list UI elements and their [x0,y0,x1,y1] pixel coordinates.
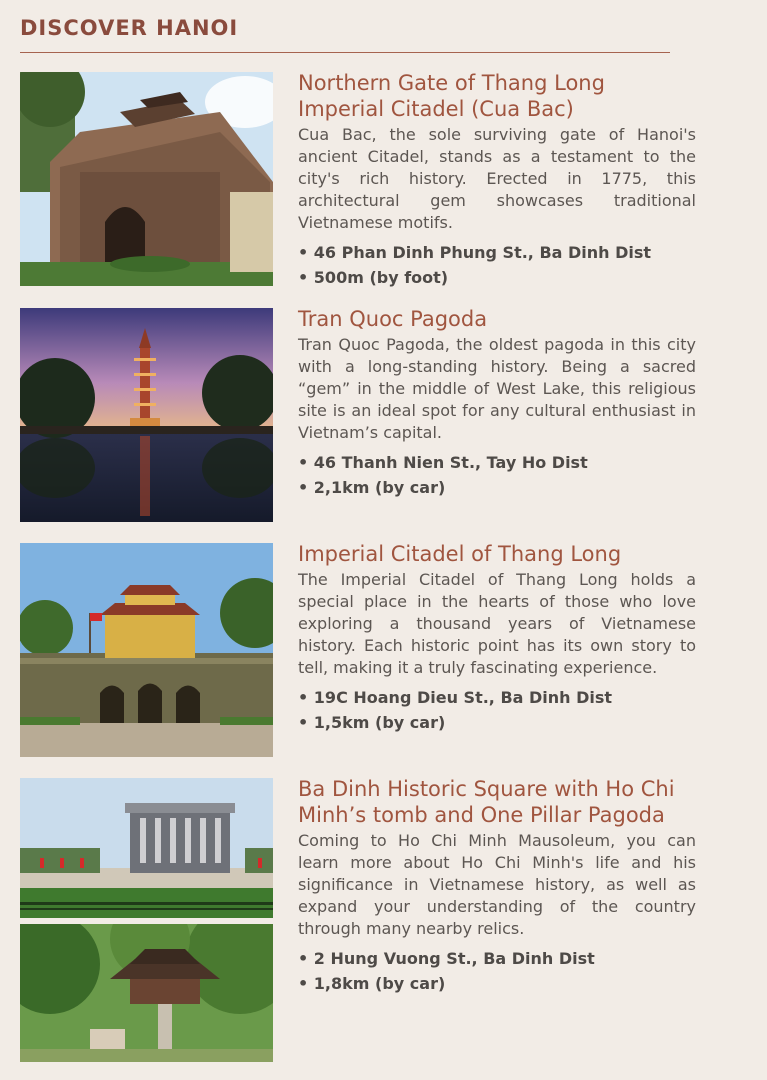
attraction-facts [298,946,696,996]
page-header [0,0,767,56]
one-pillar-pagoda-photo [20,924,273,1062]
attraction-distance: • 1,8km (by car) [298,974,446,993]
attraction-text [298,306,696,500]
attraction-facts [298,450,696,500]
cua-bac-gate-photo [20,72,273,286]
attraction-description: Cua Bac, the sole surviving gate of Hanoi's ancient Citadel, stands as a testament to the city's rich history. Erected in 1775, this architectural gem showcases traditional Vietnamese motifs. [298,125,696,232]
attraction-address: • 2 Hung Vuong St., Ba Dinh Dist [298,949,595,968]
attraction-title: Northern Gate of Thang Long Imperial Citadel (Cua Bac) [298,71,605,121]
header-divider [20,52,670,53]
attraction-description: Tran Quoc Pagoda, the oldest pagoda in this city with a long-standing history. Being a sacred “gem” in the middle of West Lake, this religious site is an ideal spot for any cultural enthusiast in Vietnam’s capital. [298,335,696,442]
attraction-text [298,70,696,290]
attraction-title: Imperial Citadel of Thang Long [298,542,622,566]
attraction-address: • 19C Hoang Dieu St., Ba Dinh Dist [298,688,613,707]
attraction-description: Coming to Ho Chi Minh Mausoleum, you can learn more about Ho Chi Minh's life and his significance in Vietnamese history, as well as expand your understanding of the country through many nearby relics. [298,831,696,938]
attraction-distance: • 2,1km (by car) [298,478,446,497]
page-title: DISCOVER HANOI [20,16,239,40]
attraction-distance: • 1,5km (by car) [298,713,446,732]
attraction-text [298,541,696,735]
ho-chi-minh-mausoleum-photo [20,778,273,918]
imperial-citadel-photo [20,543,273,757]
attraction-title: Ba Dinh Historic Square with Ho Chi Minh’s tomb and One Pillar Pagoda [298,777,675,827]
tran-quoc-pagoda-photo [20,308,273,522]
attraction-address: • 46 Thanh Nien St., Tay Ho Dist [298,453,588,472]
attraction-title: Tran Quoc Pagoda [298,307,488,331]
attraction-description: The Imperial Citadel of Thang Long holds a special place in the hearts of those who love exploring a thousand years of Vietnamese history. Each historic point has its own story to tell, making it a truly fascinating experience. [298,570,696,677]
attraction-address: • 46 Phan Dinh Phung St., Ba Dinh Dist [298,243,652,262]
attraction-distance: • 500m (by foot) [298,268,449,287]
attraction-facts [298,240,696,290]
attraction-text [298,776,696,996]
attraction-facts [298,685,696,735]
